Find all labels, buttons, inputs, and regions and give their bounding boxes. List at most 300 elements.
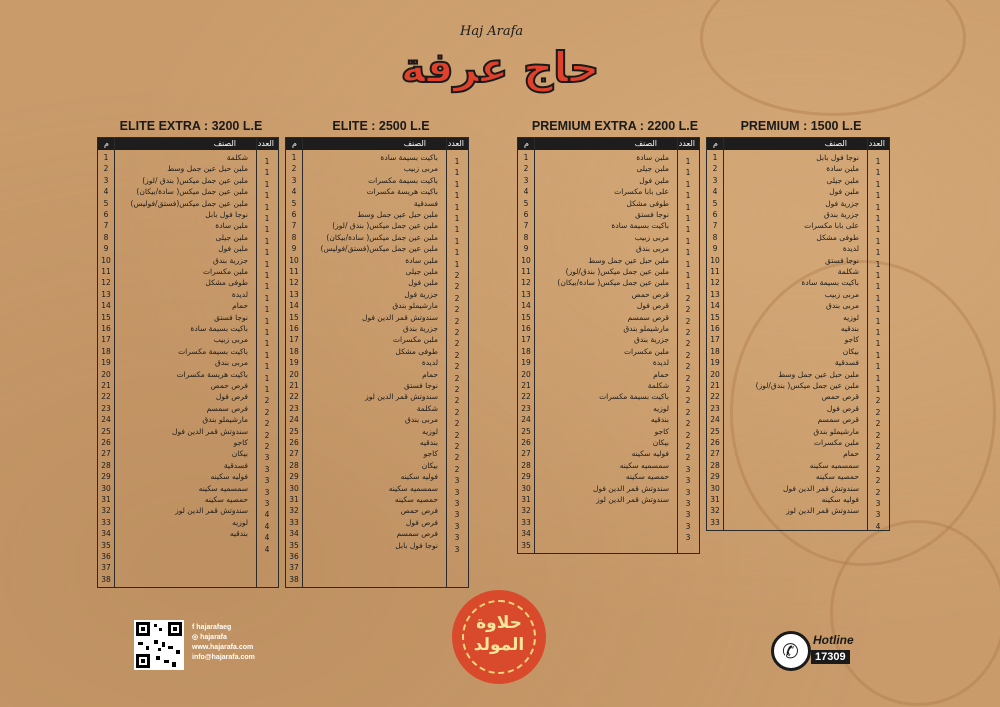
item-qty: 3 xyxy=(264,499,270,508)
item-name: باكيت بسيمة مكسرات xyxy=(368,175,438,185)
item-name: ملبن مكسرات xyxy=(203,267,248,276)
item-qty: 2 xyxy=(454,430,460,440)
item-name: مارشيملو بندق xyxy=(813,426,859,436)
item-qty: 3 xyxy=(875,499,881,508)
header-qty: العدد xyxy=(447,139,464,148)
row-number: 5 xyxy=(291,198,297,208)
item-qty: 4 xyxy=(875,521,881,531)
instagram-link[interactable]: ◎ hajarafa xyxy=(192,634,227,641)
row-number: 21 xyxy=(521,381,531,390)
row-number: 1 xyxy=(103,153,109,162)
item-name: كاجو xyxy=(654,426,669,436)
row-number: 2 xyxy=(291,164,297,174)
header-num: م xyxy=(524,139,529,148)
item-name: فرص سمسم xyxy=(206,403,248,413)
table-header xyxy=(707,138,889,150)
item-qty: 1 xyxy=(454,202,460,212)
row-number: 12 xyxy=(710,278,720,288)
item-name: بيكان xyxy=(652,438,669,447)
item-qty: 2 xyxy=(454,350,460,360)
item-qty: 2 xyxy=(264,430,270,440)
item-name: بندقيه xyxy=(840,324,859,333)
item-qty: 2 xyxy=(875,453,881,463)
item-name: باكيت هريسة مكسرات xyxy=(366,187,438,197)
item-qty: 2 xyxy=(685,396,691,406)
row-number: 6 xyxy=(523,210,529,219)
row-number: 17 xyxy=(289,335,299,345)
row-number: 12 xyxy=(521,278,531,288)
row-number: 15 xyxy=(101,312,111,322)
row-number: 31 xyxy=(710,495,720,504)
item-name: فرص حمص xyxy=(400,506,438,516)
row-number: 22 xyxy=(101,392,111,402)
item-name: حمصيه سكينه xyxy=(394,495,438,504)
row-number: 11 xyxy=(521,267,531,276)
menu-title: ELITE EXTRA : 3200 L.E xyxy=(119,119,263,133)
row-number: 17 xyxy=(710,335,720,345)
item-name: ملبن حبل عين جمل وسط xyxy=(588,255,669,265)
item-name: ملبن عين جمل ميكس( بندق/لوز) xyxy=(565,267,669,276)
item-name: باكيت بسيمة سادة xyxy=(801,278,859,288)
column-divider xyxy=(723,138,724,530)
row-number: 21 xyxy=(101,381,111,390)
row-number: 31 xyxy=(101,495,111,504)
item-name: حمام xyxy=(843,449,859,459)
row-number: 23 xyxy=(289,403,299,413)
item-qty: 3 xyxy=(264,464,270,474)
instagram-icon: ◎ xyxy=(192,634,201,641)
item-name: فرص سمسم xyxy=(396,529,438,539)
item-name: ملبن فول xyxy=(218,244,248,254)
row-number: 32 xyxy=(101,506,111,516)
facebook-link[interactable]: f hajarafaeg xyxy=(192,624,232,631)
row-number: 18 xyxy=(521,346,531,356)
item-qty: 2 xyxy=(454,464,460,474)
item-name: ملبن جيلى xyxy=(405,267,438,276)
item-name: قرص فول xyxy=(826,403,859,413)
row-number: 26 xyxy=(521,438,531,447)
row-number: 33 xyxy=(710,517,720,527)
decorative-swirl xyxy=(830,520,1000,706)
row-number: 35 xyxy=(289,540,299,550)
item-qty: 2 xyxy=(454,316,460,326)
row-number: 1 xyxy=(291,153,297,162)
row-number: 7 xyxy=(291,221,297,231)
item-qty: 1 xyxy=(454,214,460,223)
row-number: 24 xyxy=(710,415,720,425)
item-qty: 1 xyxy=(875,248,881,258)
item-name: طوفى مشكل xyxy=(626,198,669,208)
item-name: ملبن عين جمل ميكس( بندق /لوز) xyxy=(142,175,248,185)
item-name: جزرية بندق xyxy=(634,335,669,345)
item-qty: 3 xyxy=(264,487,270,497)
item-name: نوجا فستق xyxy=(824,255,859,265)
row-number: 10 xyxy=(710,255,720,265)
row-number: 27 xyxy=(289,449,299,459)
item-qty: 1 xyxy=(685,225,691,235)
row-number: 33 xyxy=(289,517,299,527)
item-qty: 2 xyxy=(685,339,691,349)
item-qty: 2 xyxy=(264,419,270,429)
item-qty: 3 xyxy=(685,464,691,474)
item-name: فرص حمص xyxy=(210,381,248,390)
item-qty: 1 xyxy=(264,293,270,303)
menu-title: ELITE : 2500 L.E xyxy=(332,119,430,133)
item-qty: 3 xyxy=(685,499,691,508)
item-name: مارشيملو بندق xyxy=(623,324,669,333)
row-number: 6 xyxy=(103,210,109,219)
item-qty: 1 xyxy=(454,259,460,269)
row-number: 30 xyxy=(101,483,111,493)
item-qty: 1 xyxy=(875,305,881,315)
item-name: جزرية بندق xyxy=(213,255,248,265)
row-number: 34 xyxy=(521,529,531,539)
item-qty: 2 xyxy=(685,407,691,417)
item-qty: 2 xyxy=(685,316,691,326)
row-number: 28 xyxy=(101,460,111,470)
row-number: 20 xyxy=(521,369,531,379)
row-number: 2 xyxy=(712,164,718,174)
item-name: مارشيملو بندق xyxy=(392,301,438,311)
item-qty: 1 xyxy=(875,293,881,303)
row-number: 26 xyxy=(710,438,720,447)
item-qty: 2 xyxy=(264,407,270,417)
item-name: ملبن مكسرات xyxy=(814,438,859,447)
row-number: 29 xyxy=(521,472,531,482)
item-qty: 1 xyxy=(264,157,270,166)
row-number: 30 xyxy=(710,483,720,493)
menu-title: PREMIUM EXTRA : 2200 L.E xyxy=(531,119,699,133)
menu-table xyxy=(517,137,700,554)
row-number: 29 xyxy=(289,472,299,482)
item-name: ملبن حبل عين جمل وسط xyxy=(357,210,438,219)
item-name: ملبن جيلى xyxy=(215,232,248,242)
row-number: 11 xyxy=(101,267,111,276)
item-qty: 1 xyxy=(264,214,270,223)
row-number: 8 xyxy=(291,232,297,242)
row-number: 37 xyxy=(101,563,111,573)
item-qty: 1 xyxy=(685,282,691,292)
item-name: فوليه سكينه xyxy=(400,472,438,482)
row-number: 28 xyxy=(521,460,531,470)
row-number: 31 xyxy=(289,495,299,504)
item-qty: 4 xyxy=(264,510,270,520)
row-number: 35 xyxy=(101,540,111,550)
row-number: 4 xyxy=(291,187,297,197)
hotline-number: 17309 xyxy=(811,650,850,664)
item-name: ملبن فول xyxy=(408,278,438,288)
item-qty: 2 xyxy=(875,487,881,497)
item-qty: 2 xyxy=(685,362,691,372)
item-qty: 2 xyxy=(454,362,460,372)
item-name: لديدة xyxy=(421,358,438,368)
item-name: على بابا مكسرات xyxy=(804,221,859,231)
item-qty: 1 xyxy=(264,339,270,349)
item-name: بيكان xyxy=(231,449,248,459)
item-qty: 1 xyxy=(264,385,270,394)
header-qty: العدد xyxy=(868,139,885,148)
item-qty: 1 xyxy=(875,328,881,337)
email-link[interactable]: info@hajarafa.com xyxy=(192,654,255,661)
item-qty: 1 xyxy=(875,191,881,201)
row-number: 3 xyxy=(712,175,718,185)
header-qty: العدد xyxy=(257,139,274,148)
row-number: 18 xyxy=(710,346,720,356)
item-qty: 2 xyxy=(685,385,691,394)
column-divider xyxy=(446,138,447,587)
header-num: م xyxy=(104,139,109,148)
item-name: ملبن فول xyxy=(639,175,669,185)
row-number: 16 xyxy=(101,324,111,333)
item-name: مربى زبيب xyxy=(213,335,248,345)
table-header xyxy=(98,138,278,150)
item-name: فسدقية xyxy=(223,460,248,470)
website-link[interactable]: www.hajarafa.com xyxy=(192,644,254,651)
item-qty: 1 xyxy=(264,236,270,246)
item-name: سمسميه سكينه xyxy=(619,460,669,470)
row-number: 14 xyxy=(289,301,299,311)
item-qty: 1 xyxy=(685,157,691,166)
row-number: 24 xyxy=(289,415,299,425)
item-name: سندوتش قمر الدين لوز xyxy=(786,506,859,516)
seal-text: حلاوة المولد xyxy=(473,613,525,655)
item-name: كاجو xyxy=(844,335,859,345)
row-number: 23 xyxy=(710,403,720,413)
item-name: مربى بندق xyxy=(405,415,438,425)
item-qty: 2 xyxy=(454,328,460,337)
row-number: 2 xyxy=(103,164,109,174)
item-qty: 1 xyxy=(875,259,881,269)
item-qty: 3 xyxy=(454,510,460,520)
row-number: 20 xyxy=(710,369,720,379)
item-qty: 1 xyxy=(264,179,270,189)
row-number: 27 xyxy=(710,449,720,459)
item-name: ملبن فول xyxy=(829,187,859,197)
item-name: سندوتش قمر الدين فول xyxy=(362,312,438,322)
row-number: 17 xyxy=(521,335,531,345)
row-number: 15 xyxy=(521,312,531,322)
item-qty: 3 xyxy=(875,510,881,520)
menu-table xyxy=(97,137,279,588)
item-qty: 1 xyxy=(264,248,270,258)
item-name: نوجا فستق xyxy=(634,210,669,219)
item-qty: 2 xyxy=(875,396,881,406)
row-number: 13 xyxy=(289,289,299,299)
row-number: 7 xyxy=(103,221,109,231)
row-number: 10 xyxy=(521,255,531,265)
item-qty: 2 xyxy=(454,282,460,292)
row-number: 36 xyxy=(101,552,111,561)
item-qty: 3 xyxy=(685,476,691,486)
item-qty: 2 xyxy=(685,350,691,360)
item-qty: 2 xyxy=(454,453,460,463)
row-number: 22 xyxy=(521,392,531,402)
row-number: 31 xyxy=(521,495,531,504)
table-header xyxy=(518,138,699,150)
item-qty: 3 xyxy=(685,510,691,520)
row-number: 8 xyxy=(712,232,718,242)
row-number: 23 xyxy=(101,403,111,413)
item-qty: 2 xyxy=(685,442,691,451)
row-number: 8 xyxy=(103,232,109,242)
item-name: فرص فول xyxy=(405,517,438,527)
item-qty: 1 xyxy=(454,191,460,201)
row-number: 13 xyxy=(521,289,531,299)
row-number: 23 xyxy=(521,403,531,413)
row-number: 5 xyxy=(712,198,718,208)
item-name: ملبن عين جمل ميكس( سادة/بيكان) xyxy=(136,187,248,197)
item-qty: 2 xyxy=(875,442,881,451)
item-qty: 1 xyxy=(875,316,881,326)
item-qty: 2 xyxy=(685,419,691,429)
item-name: جزرية بندق xyxy=(824,210,859,219)
item-qty: 3 xyxy=(685,533,691,543)
brand-name-ar: حاج عرفة xyxy=(400,43,600,92)
item-name: نوجا فستق xyxy=(403,381,438,390)
row-number: 21 xyxy=(710,381,720,390)
header-item: الصنف xyxy=(634,139,657,148)
item-qty: 2 xyxy=(875,407,881,417)
item-name: شكلمة xyxy=(416,403,438,413)
row-number: 3 xyxy=(291,175,297,185)
item-name: ملبن حبل عين جمل وسط xyxy=(167,164,248,174)
item-name: نوجا فول بابل xyxy=(205,210,248,219)
item-qty: 1 xyxy=(685,259,691,269)
item-qty: 1 xyxy=(875,214,881,223)
header-num: م xyxy=(713,139,718,148)
item-qty: 1 xyxy=(875,157,881,166)
row-number: 19 xyxy=(521,358,531,368)
item-qty: 3 xyxy=(264,476,270,486)
item-name: فوليه سكينه xyxy=(631,449,669,459)
item-name: ملبن مكسرات xyxy=(393,335,438,345)
column-divider xyxy=(256,138,257,587)
row-number: 4 xyxy=(712,187,718,197)
item-name: ملبن عين جمل ميكس( سادة/بيكان) xyxy=(557,278,669,288)
item-name: جزرية فول xyxy=(404,289,438,299)
item-name: حمام xyxy=(653,369,669,379)
menu-table xyxy=(706,137,890,531)
item-qty: 1 xyxy=(454,236,460,246)
row-number: 34 xyxy=(101,529,111,539)
item-name: مربى بندق xyxy=(826,301,859,311)
row-number: 8 xyxy=(523,232,529,242)
item-qty: 2 xyxy=(454,271,460,280)
item-qty: 1 xyxy=(875,373,881,383)
item-qty: 2 xyxy=(454,339,460,349)
item-qty: 2 xyxy=(875,419,881,429)
item-name: بندقيه xyxy=(229,529,248,539)
item-qty: 1 xyxy=(685,214,691,223)
item-qty: 2 xyxy=(454,442,460,451)
qr-code[interactable] xyxy=(134,620,184,670)
item-qty: 3 xyxy=(264,453,270,463)
item-name: مارشيملو بندق xyxy=(202,415,248,425)
item-name: سمسميه سكينه xyxy=(388,483,438,493)
column-divider xyxy=(114,138,115,587)
row-number: 15 xyxy=(289,312,299,322)
item-qty: 2 xyxy=(685,305,691,315)
item-qty: 1 xyxy=(875,168,881,178)
item-name: بندقيه xyxy=(419,438,438,447)
row-number: 36 xyxy=(289,552,299,561)
row-number: 24 xyxy=(521,415,531,425)
row-number: 4 xyxy=(523,187,529,197)
item-name: طوفى مشكل xyxy=(816,232,859,242)
decorative-swirl xyxy=(700,0,966,116)
item-qty: 2 xyxy=(875,476,881,486)
row-number: 6 xyxy=(712,210,718,219)
row-number: 25 xyxy=(101,426,111,436)
item-qty: 1 xyxy=(454,157,460,166)
row-number: 12 xyxy=(101,278,111,288)
row-number: 22 xyxy=(289,392,299,402)
item-name: جزرية فول xyxy=(825,198,859,208)
item-name: ملبن سادة xyxy=(636,153,669,162)
item-qty: 2 xyxy=(875,464,881,474)
row-number: 18 xyxy=(101,346,111,356)
item-qty: 3 xyxy=(685,521,691,531)
row-number: 38 xyxy=(101,574,111,584)
item-qty: 1 xyxy=(454,225,460,235)
row-number: 3 xyxy=(103,175,109,185)
item-qty: 4 xyxy=(264,544,270,554)
table-header xyxy=(286,138,468,150)
row-number: 2 xyxy=(523,164,529,174)
item-name: ملبن جيلى xyxy=(826,175,859,185)
row-number: 10 xyxy=(101,255,111,265)
header-num: م xyxy=(292,139,297,148)
row-number: 25 xyxy=(521,426,531,436)
item-qty: 3 xyxy=(454,533,460,543)
item-qty: 1 xyxy=(454,179,460,189)
item-name: بيكان xyxy=(842,346,859,356)
row-number: 14 xyxy=(710,301,720,311)
item-name: ملبن سادة xyxy=(826,164,859,174)
item-name: حمام xyxy=(232,301,248,311)
item-qty: 1 xyxy=(264,225,270,235)
row-number: 4 xyxy=(103,187,109,197)
item-qty: 1 xyxy=(264,271,270,280)
item-name: سندوتش قمر الدين فول xyxy=(172,426,248,436)
row-number: 5 xyxy=(523,198,529,208)
item-name: قرص سمسم xyxy=(627,312,669,322)
item-qty: 2 xyxy=(685,293,691,303)
column-divider xyxy=(677,138,678,553)
row-number: 22 xyxy=(710,392,720,402)
item-qty: 1 xyxy=(685,236,691,246)
item-qty: 2 xyxy=(685,430,691,440)
item-name: سندوتش قمر الدين لوز xyxy=(596,495,669,504)
row-number: 14 xyxy=(101,301,111,311)
item-qty: 1 xyxy=(264,282,270,292)
item-qty: 1 xyxy=(264,316,270,326)
item-name: باكيت بسيمة سادة xyxy=(611,221,669,231)
item-qty: 1 xyxy=(264,305,270,315)
item-name: باكيت بسيمة سادة xyxy=(190,324,248,333)
item-qty: 1 xyxy=(264,202,270,212)
item-qty: 1 xyxy=(685,202,691,212)
item-name: مربى بندق xyxy=(636,244,669,254)
item-name: حمصيه سكينه xyxy=(204,495,248,504)
item-qty: 2 xyxy=(685,453,691,463)
row-number: 30 xyxy=(289,483,299,493)
item-qty: 2 xyxy=(454,396,460,406)
item-name: فسدقية xyxy=(834,358,859,368)
item-name: باكيت بسيمة سادة xyxy=(380,153,438,162)
item-qty: 2 xyxy=(454,419,460,429)
item-qty: 3 xyxy=(454,476,460,486)
